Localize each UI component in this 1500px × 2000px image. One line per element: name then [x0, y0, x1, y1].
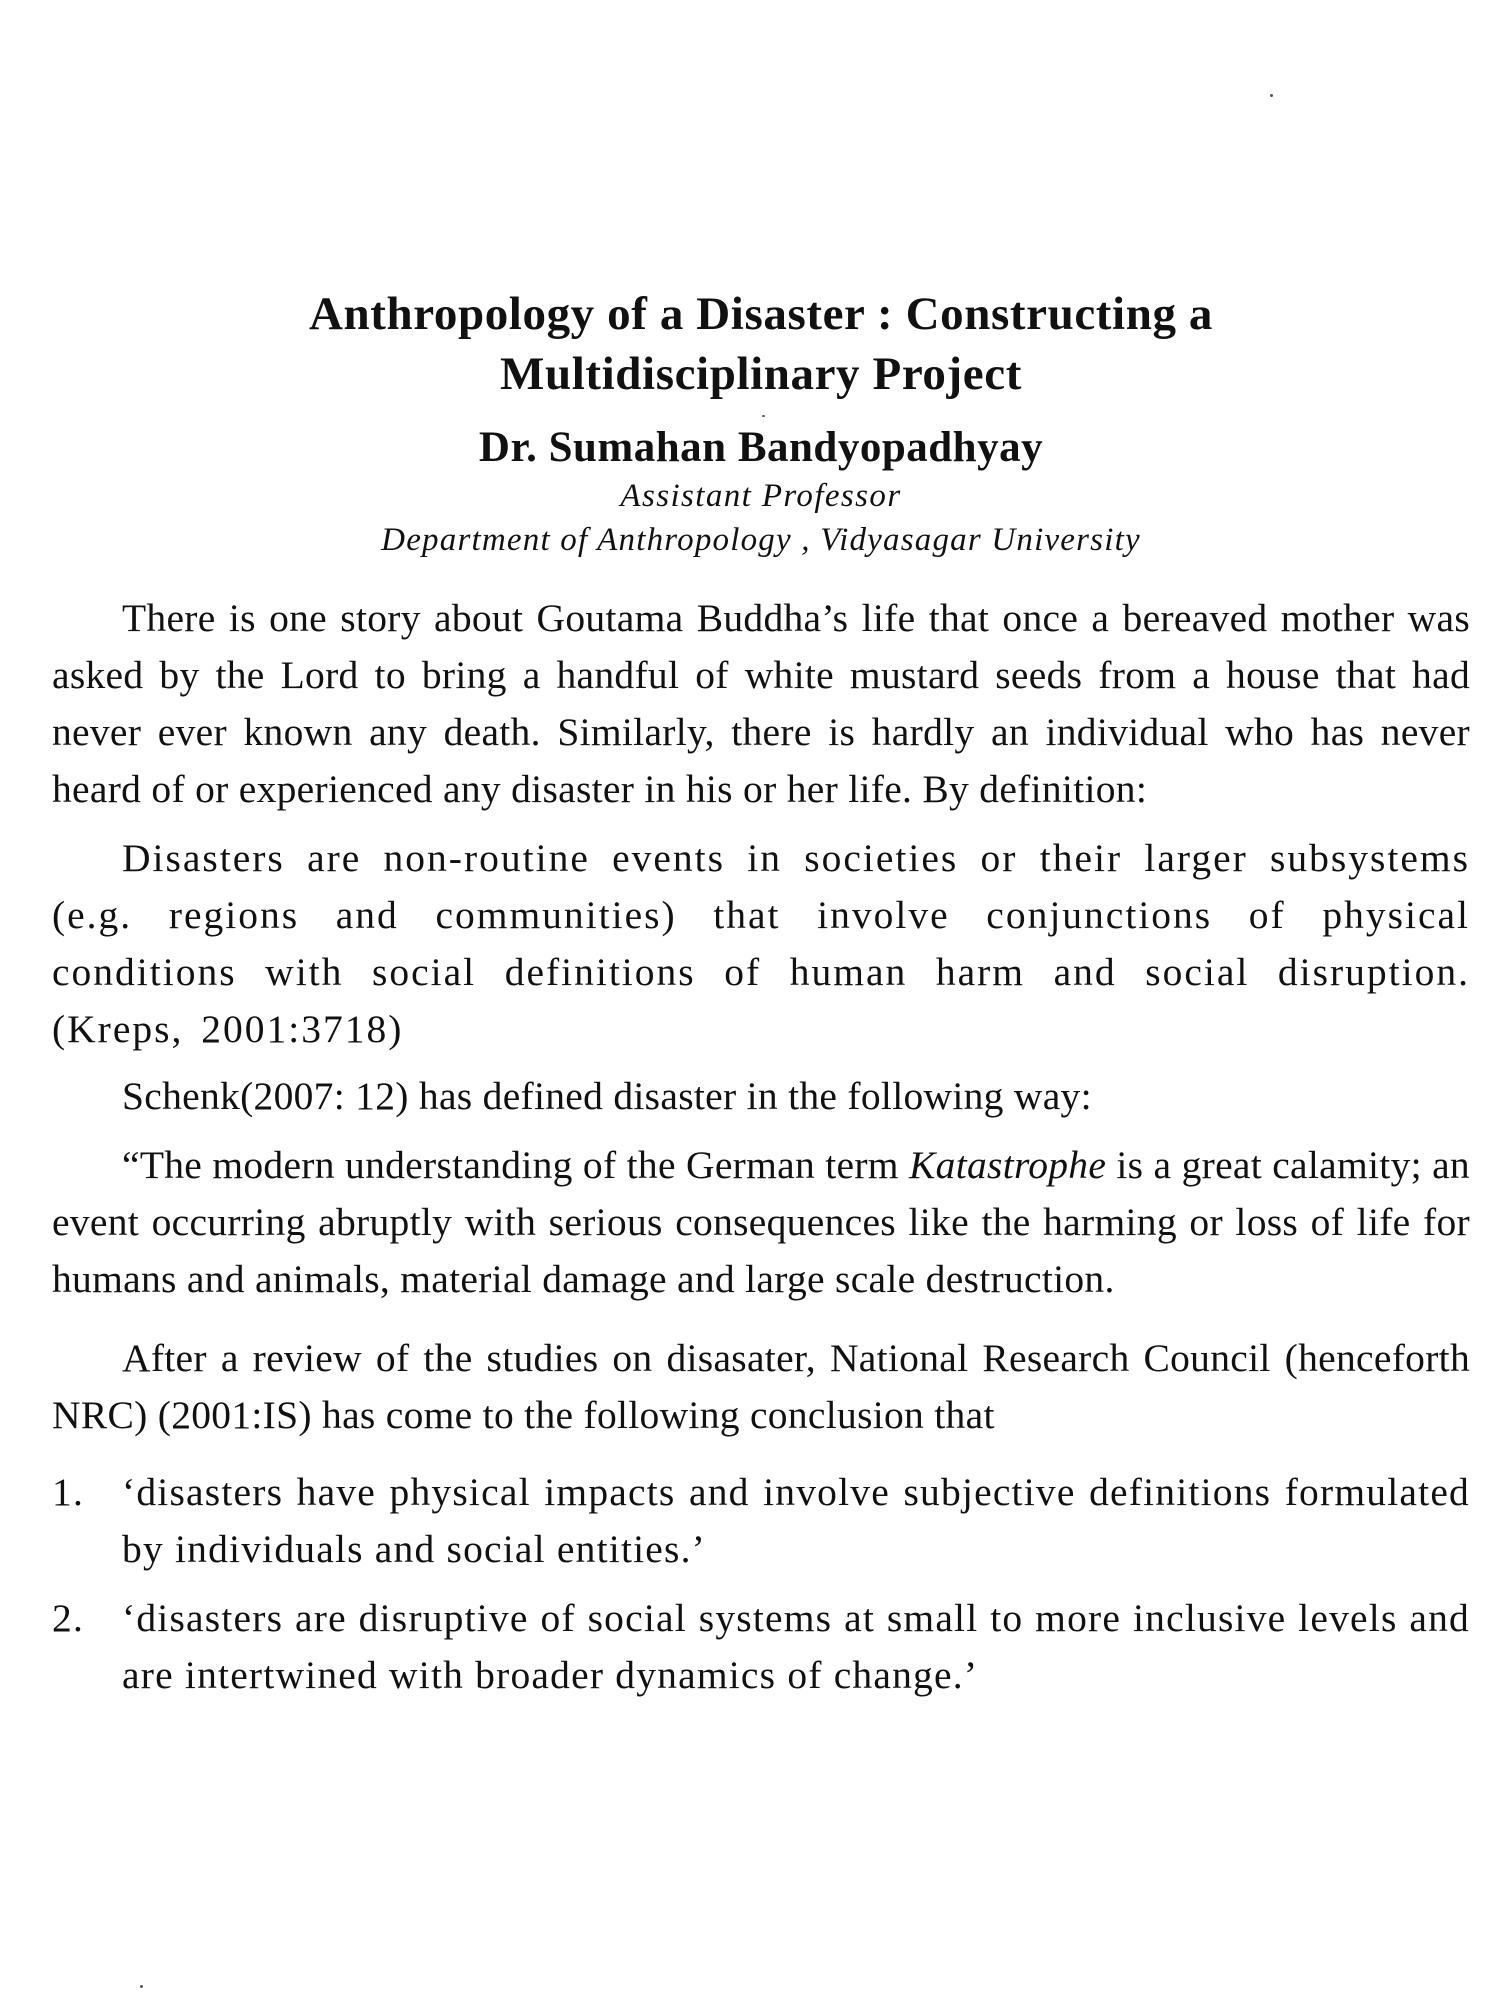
scan-speck	[1270, 94, 1273, 97]
katastrophe-text-after: is a great calamity; an event occurring abruptly with serious consequences like the harming or loss of life for humans and animals, material damage and large scale destruction.	[52, 1143, 1470, 1301]
list-item-number: 1.	[52, 1470, 85, 1514]
author-department: Department of Anthropology , Vidyasagar University	[381, 522, 1141, 558]
scan-speck	[140, 1985, 143, 1988]
list-item-text: ‘disasters are disruptive of social systems at small to more inclusive levels and are intertwined with broader dynamics of change.’	[122, 1596, 1470, 1697]
author-name: Dr. Sumahan Bandyopadhyay	[478, 424, 1044, 471]
document-page	[52, 284, 1470, 1716]
list-item-text: ‘disasters have physical impacts and involve subjective definitions formulated by individuals and social entities.’	[122, 1470, 1470, 1571]
katastrophe-term: Katastrophe	[909, 1143, 1107, 1187]
paragraph-intro: There is one story about Goutama Buddha’s life that once a bereaved mother was asked by the Lord to bring a handful of white mustard seeds from a house that had never ever known any death. Similarly, there is hardly an individual who has never heard of or experienced any disaster in his or her life. By definition:	[52, 596, 1470, 811]
list-item	[52, 1590, 1470, 1704]
paragraph-katastrophe	[52, 1137, 1470, 1308]
paragraph-schenk: Schenk(2007: 12) has defined disaster in the following way:	[122, 1074, 1092, 1118]
paragraph-definition-quote: Disasters are non-routine events in societies or their larger subsystems (e.g. regions and communities) that involve conjunctions of physical conditions with social definitions of human harm and social disruption. (Kreps, 2001:3718)	[52, 836, 1470, 1051]
katastrophe-text-before: “The modern understanding of the German term	[122, 1143, 910, 1187]
conclusion-list	[52, 1464, 1470, 1704]
list-item	[52, 1464, 1470, 1578]
author-position: Assistant Professor	[620, 478, 902, 514]
paragraph-nrc: After a review of the studies on disasater, National Research Council (henceforth NRC) (2001:IS) has come to the following conclusion that	[52, 1336, 1470, 1437]
article-title	[52, 284, 1470, 404]
title-line-1: Anthropology of a Disaster : Constructing a	[308, 288, 1214, 340]
title-line-2: Multidisciplinary Project	[500, 348, 1022, 400]
list-item-number: 2.	[52, 1596, 85, 1640]
